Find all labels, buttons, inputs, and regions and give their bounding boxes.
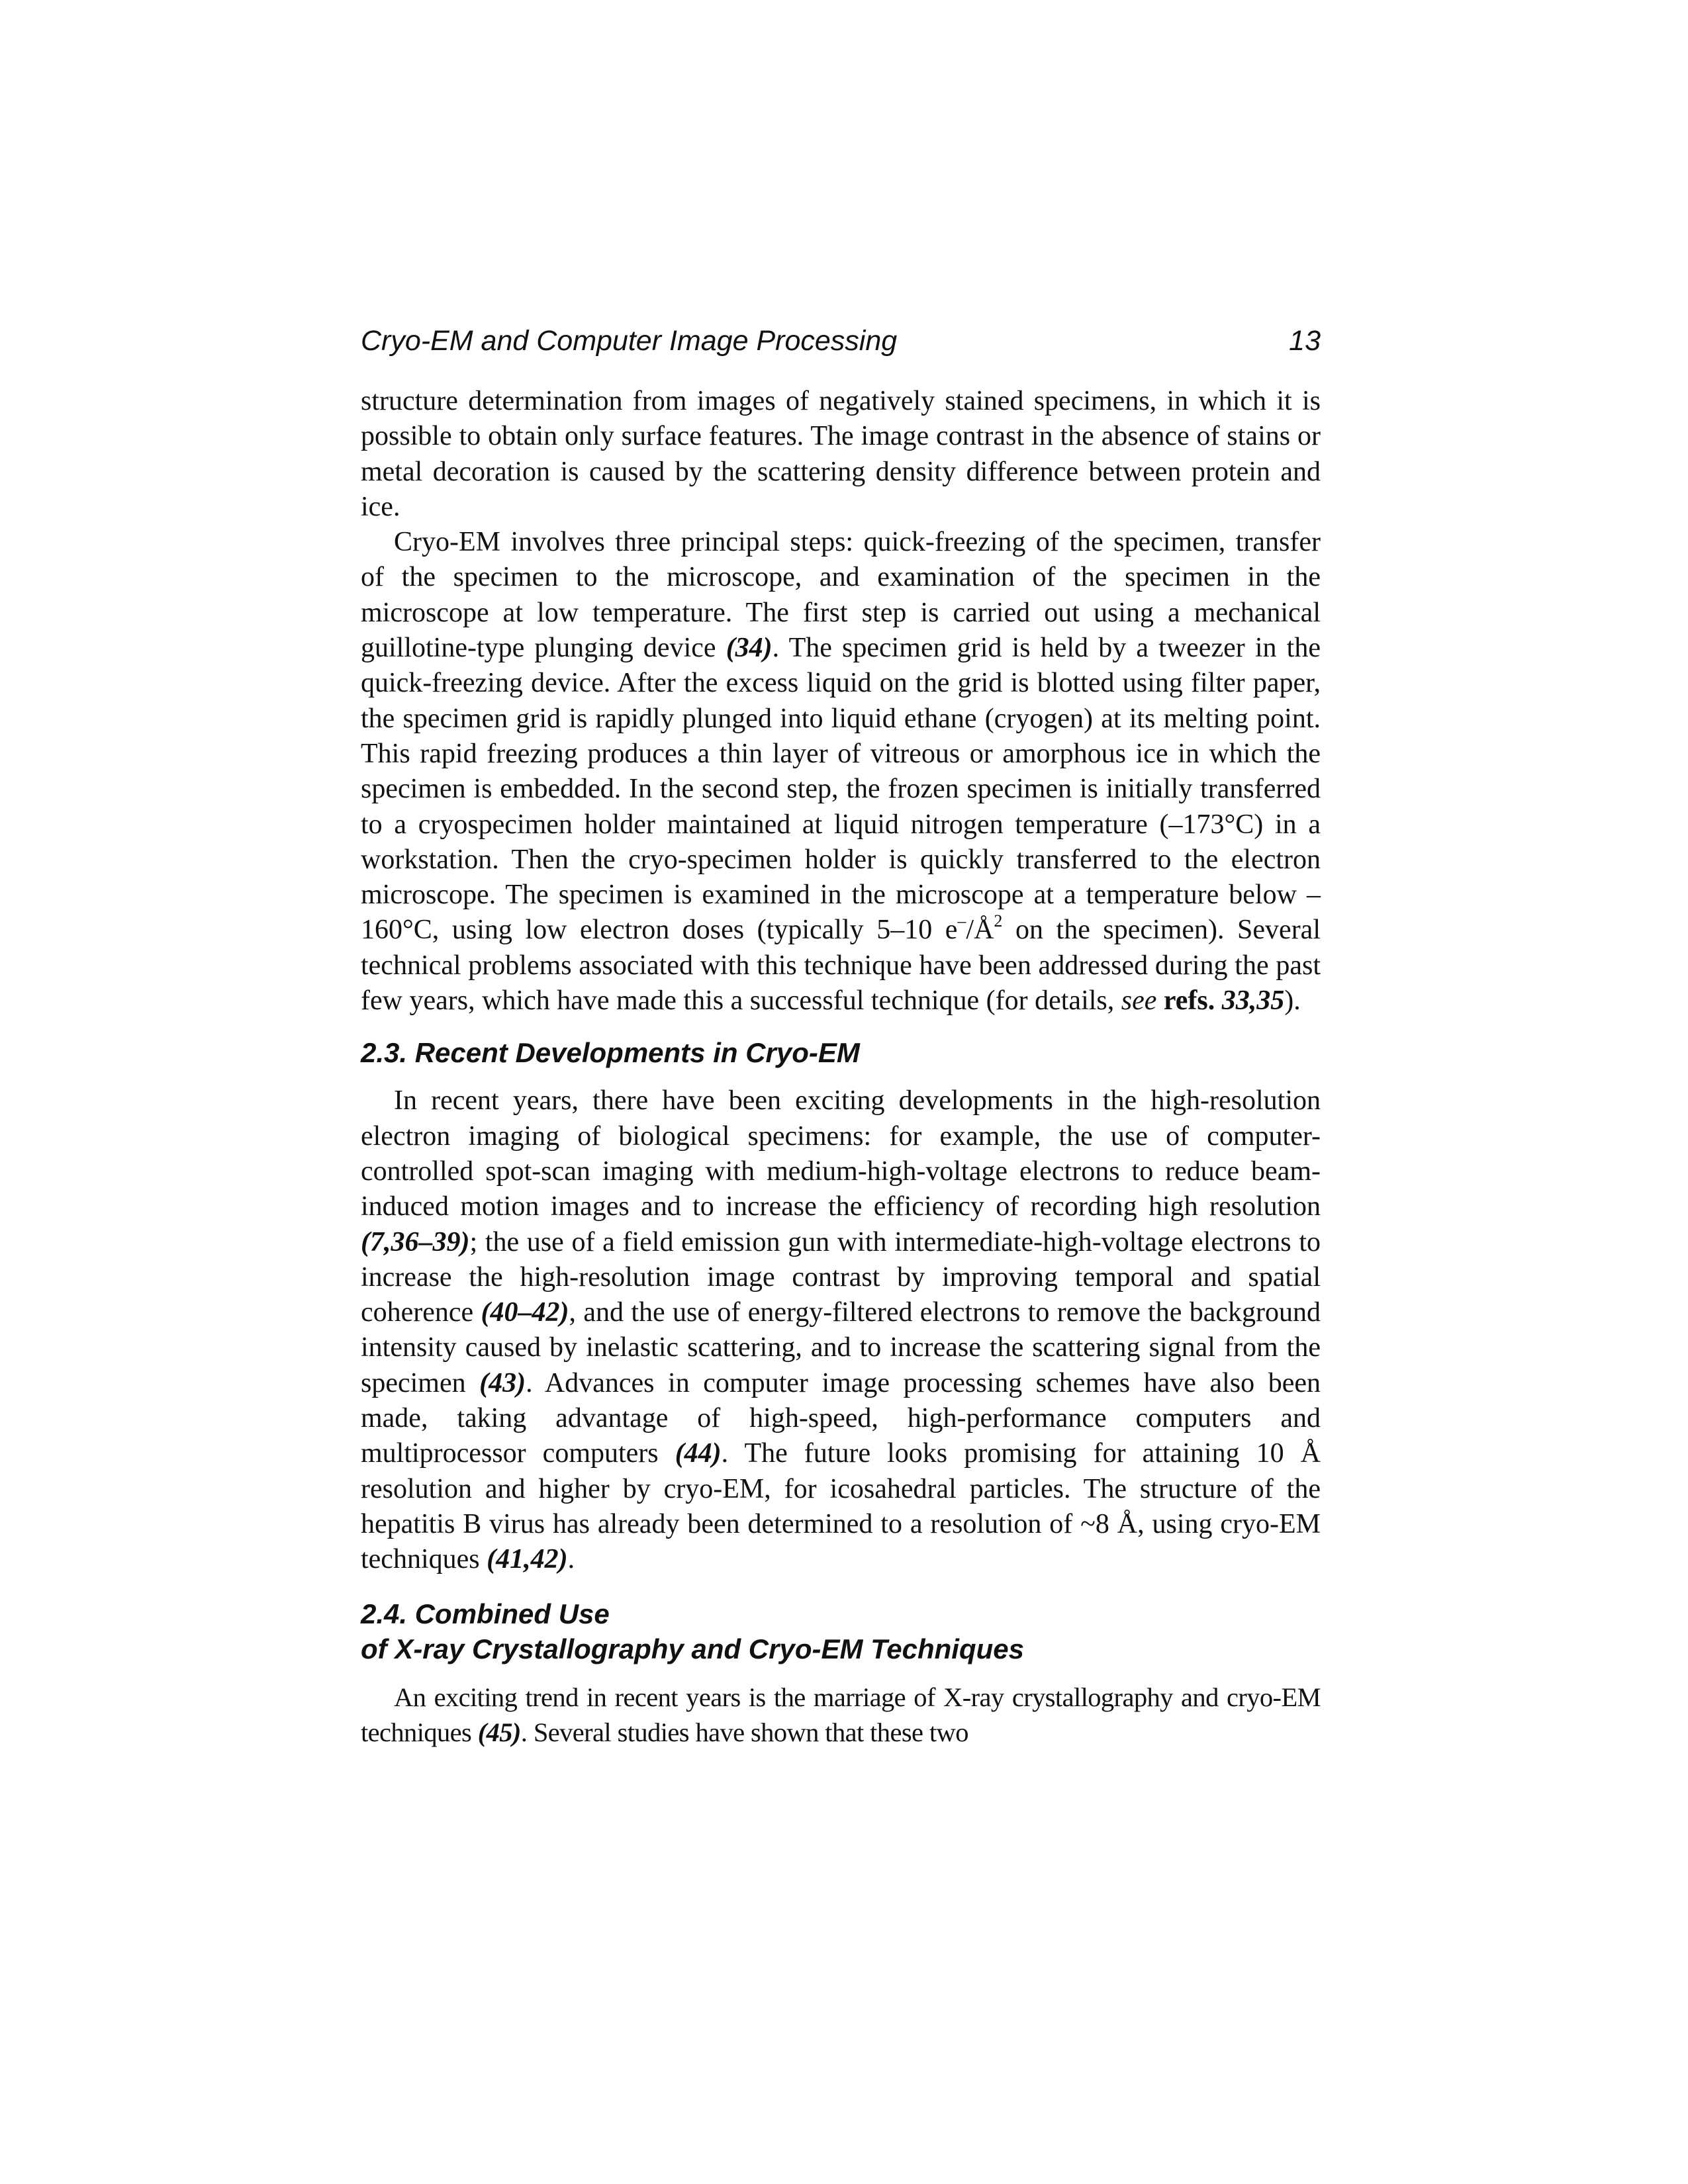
section-heading-2-3: 2.3. Recent Developments in Cryo-EM: [361, 1037, 860, 1069]
text-span: ; the use of a field emission gun with intermediate-high-voltage electrons to increase the high-resolution image contrast by improving temporal and spatial coherence: [361, 1226, 1321, 1328]
body-text: [361, 384, 1321, 1750]
superscript: –: [957, 911, 966, 931]
section-heading-2-4: [361, 1596, 1321, 1666]
text-span: ).: [1284, 985, 1301, 1017]
section-heading-line: of X-ray Crystallography and Cryo-EM Techniques: [361, 1633, 1024, 1664]
citation: (43): [479, 1367, 526, 1398]
text-span: /Å: [966, 915, 994, 946]
paragraph-combined-use: [361, 1680, 1321, 1751]
citation: (40–42): [481, 1297, 569, 1328]
running-title: Cryo-EM and Computer Image Processing: [361, 325, 898, 357]
text-span: . The specimen grid is held by a tweezer in the quick-freezing device. After the excess liquid on the grid is blotted using filter paper, the specimen grid is rapidly plunged into liquid ethane (cryogen) at its melting point. This rapid freezing produces a thin layer of vitreous or amorphous ice in which the specimen is embedded. In the second step, the frozen specimen is initially transferred to a cryospecimen holder maintained at liquid nitrogen temperature (–173°C) in a workstation. Then the cryo-specimen holder is quickly transferred to the electron microscope. The specimen is examined in the microscope at a temperature below –160°C, using low electron doses (typically 5–10 e: [361, 633, 1321, 946]
citation: 33,35: [1221, 985, 1285, 1017]
text-span: In recent years, there have been exciting developments in the high-resolution electron imaging of biological specimens: for example, the use of computer-controlled spot-scan imaging with medium-high-voltage electrons to reduce beam-induced motion images and to increase the efficiency of recording high resolution: [361, 1085, 1321, 1222]
citation: (44): [675, 1438, 722, 1469]
paragraph-cryo-em-steps: [361, 525, 1321, 1019]
refs-bold: refs.: [1156, 985, 1222, 1017]
text-span: .: [567, 1544, 575, 1575]
citation: (34): [726, 633, 773, 664]
text-span: structure determination from images of negatively stained specimens, in which it is possible to obtain only surface features. The image contrast in the absence of stains or metal decoration is caused by the scattering density difference between protein and ice.: [361, 386, 1321, 522]
citation: (7,36–39): [361, 1226, 470, 1257]
text-span: An exciting trend in recent years is the marriage of X-ray crystallography and cryo-EM techniques: [361, 1682, 1321, 1747]
see-italic: see: [1121, 985, 1157, 1017]
page-header: [361, 321, 1321, 361]
citation: (45): [477, 1717, 521, 1747]
text-span: Cryo-EM involves three principal steps: quick-freezing of the specimen, transfer of the specimen to the microscope, and examination of the specimen in the microscope at low temperature. The first step is carried out using a mechanical guillotine-type plunging device: [361, 527, 1321, 664]
text-span: on the specimen). Several technical problems associated with this technique have been addressed during the past few years, which have made this a successful technique (for details,: [361, 915, 1321, 1017]
paragraph-continuation: [361, 384, 1321, 525]
text-span: , and the use of energy-filtered electrons to remove the background intensity caused by inelastic scattering, and to increase the scattering signal from the specimen: [361, 1297, 1321, 1398]
superscript: 2: [994, 911, 1003, 931]
text-span: . The future looks promising for attaining 10 Å resolution and higher by cryo-EM, for icosahedral particles. The structure of the hepatitis B virus has already been determined to a resolution of ~8 Å, using cryo-EM techniques: [361, 1438, 1321, 1575]
page-number: 13: [1289, 325, 1321, 357]
citation: (41,42): [487, 1544, 568, 1575]
text-span: . Advances in computer image processing schemes have also been made, taking advantage of high-speed, high-performance computers and multiprocessor computers: [361, 1367, 1321, 1469]
paragraph-recent-developments: [361, 1083, 1321, 1577]
section-heading-line: 2.4. Combined Use: [361, 1598, 610, 1629]
text-span: . Several studies have shown that these two: [520, 1717, 968, 1747]
